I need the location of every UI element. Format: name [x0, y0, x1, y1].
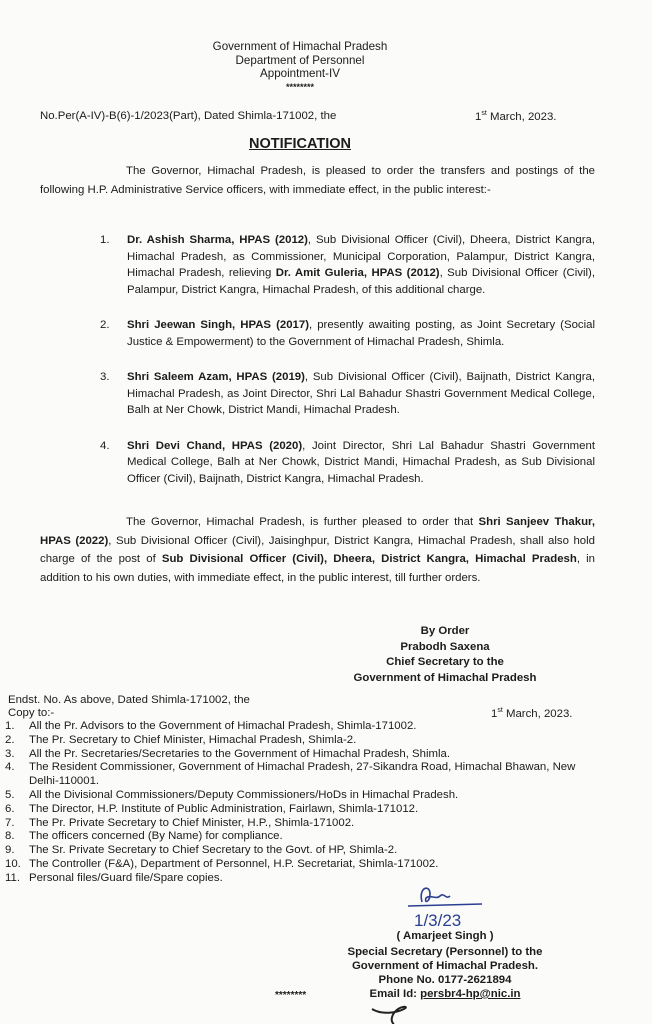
header-stars: ********	[285, 81, 315, 92]
item-number: 6.	[5, 802, 15, 815]
item-number: 2.	[5, 733, 15, 746]
intro-text: The Governor, Himachal Pradesh, is pleased to order the transfers and postings of the following H.P. Administrative Service officers, with immediate effect, in the public interest:-	[40, 165, 595, 196]
list-item	[5, 817, 605, 831]
date-day: 1	[475, 110, 482, 123]
endorsement-date	[491, 704, 572, 721]
date-suffix: st	[481, 110, 487, 117]
department-name: Department of Personnel	[235, 53, 365, 67]
item-number: 8.	[5, 830, 15, 843]
item-number: 4.	[5, 761, 15, 774]
email-link[interactable]: persbr4-hp@nic.in	[420, 988, 521, 1000]
recipient: All the Divisional Commissioners/Deputy Commissioners/HoDs in Himachal Pradesh.	[29, 788, 459, 801]
handwritten-date: 1/3/23	[414, 911, 462, 930]
item-number: 3.	[5, 747, 15, 760]
orders-list	[100, 232, 595, 506]
branch-name: Appointment-IV	[260, 67, 340, 80]
list-item	[5, 858, 605, 872]
list-item	[100, 438, 595, 488]
handwritten-signature	[400, 882, 490, 932]
recipient: The Resident Commissioner, Government of Himachal Pradesh, 27-Sikandra Road, Himachal Bhawan, New Delhi-110001.	[29, 761, 576, 788]
recipient: The Controller (F&A), Department of Personnel, H.P. Secretariat, Shimla-171002.	[29, 857, 439, 870]
recipient: All the Pr. Advisors to the Government of Himachal Pradesh, Shimla-171002.	[29, 720, 417, 732]
officer-name: Shri Jeewan Singh, HPAS (2017)	[127, 319, 309, 331]
officer-name: Dr. Ashish Sharma, HPAS (2012)	[127, 234, 308, 246]
list-item	[5, 720, 605, 734]
recipient: The Director, H.P. Institute of Public Administration, Fairlawn, Shimla-171012.	[29, 802, 419, 815]
item-number: 7.	[5, 816, 15, 829]
pen-mark	[370, 1005, 430, 1024]
date-day: 1	[491, 707, 498, 720]
reference-date	[475, 110, 556, 123]
list-item	[5, 830, 605, 844]
reference-line	[40, 110, 560, 122]
list-item	[5, 748, 605, 762]
recipient: Personal files/Guard file/Spare copies.	[29, 871, 223, 884]
list-item	[5, 844, 605, 858]
endorsement-number: Endst. No. As above, Dated Shimla-171002, the	[8, 694, 250, 706]
list-item	[5, 734, 605, 748]
item-number: 5.	[5, 788, 15, 801]
date-rest: March, 2023.	[486, 110, 557, 123]
signatory-office: Government of Himachal Pradesh.	[351, 960, 539, 972]
item-number: 1.	[100, 234, 110, 246]
signatory-name: ( Amarjeet Singh )	[396, 930, 494, 942]
recipient: The Pr. Private Secretary to Chief Minister, H.P., Shimla-171002.	[29, 816, 355, 829]
recipient: The officers concerned (By Name) for compliance.	[29, 830, 283, 843]
officer-name: Shri Devi Chand, HPAS (2020)	[127, 439, 303, 452]
order-text: , Sub Divisional Officer (Civil), Jaisinghpur, District Kangra, Himachal Pradesh, shall also hold charge of the post of	[40, 534, 595, 565]
recipient: The Sr. Private Secretary to Chief Secretary to the Govt. of HP, Shimla-2.	[29, 844, 398, 857]
item-number: 2.	[100, 319, 110, 331]
item-number: 10.	[5, 857, 21, 870]
item-number: 4.	[100, 439, 110, 452]
recipient: The Pr. Secretary to Chief Minister, Himachal Pradesh, Shimla-2.	[29, 733, 357, 746]
item-number: 3.	[100, 371, 110, 383]
list-item	[100, 369, 595, 419]
post-name: Sub Divisional Officer (Civil), Dheera, District Kangra, Himachal Pradesh	[161, 553, 577, 565]
endorsement-line	[8, 694, 608, 720]
list-item	[100, 232, 595, 298]
list-item	[100, 317, 595, 350]
order-text: The Governor, Himachal Pradesh, is further pleased to order that	[126, 516, 479, 528]
by-order-block	[340, 624, 550, 686]
list-item	[5, 761, 605, 789]
order-text: , Joint Director, Shri Lal Bahadur Shastri Government Medical College, Balh at Ner Chowk, District Mandi, Himachal Pradesh, as Sub Divisional Officer (Civil), Baijnath, District Kangra, Himachal Pradesh.	[127, 439, 596, 485]
order-text: , Sub Divisional Officer (Civil), Baijnath, District Kangra, Himachal Pradesh, as Joint Director, Shri Lal Bahadur Shastri Government Medical College, Balh at Ner Chowk, District Mandi, Himachal Pradesh.	[127, 371, 595, 416]
email-label: Email Id:	[369, 988, 421, 1000]
email-line	[325, 987, 565, 1001]
item-number: 11.	[5, 871, 20, 884]
letterhead	[0, 40, 600, 94]
further-order-paragraph	[40, 513, 595, 587]
signatory-office: Government of Himachal Pradesh	[353, 671, 537, 684]
footer-stars: ********	[275, 990, 307, 1001]
signatory-designation: Chief Secretary to the	[386, 656, 504, 668]
by-order-label: By Order	[420, 625, 470, 637]
page-title: NOTIFICATION	[248, 136, 352, 152]
officer-name: Shri Saleem Azam, HPAS (2019)	[127, 371, 305, 383]
recipient: All the Pr. Secretaries/Secretaries to the Government of Himachal Pradesh, Shimla.	[29, 747, 451, 760]
list-item	[5, 803, 605, 817]
officer-name: Shri Sanjeev Thakur, HPAS (2022)	[40, 516, 595, 547]
list-item	[5, 872, 605, 886]
date-rest: March, 2023.	[502, 707, 573, 720]
signatory-designation: Special Secretary (Personnel) to the	[347, 946, 543, 958]
intro-paragraph	[40, 162, 595, 199]
government-name: Government of Himachal Pradesh	[212, 40, 388, 53]
item-number: 1.	[5, 720, 15, 732]
order-text: , presently awaiting posting, as Joint Secretary (Social Justice & Empowerment) to the Government of Himachal Pradesh, Shimla.	[127, 319, 595, 348]
signature-block	[325, 928, 565, 1001]
list-item	[5, 789, 605, 803]
copy-to-label: Copy to:-	[8, 707, 55, 719]
reference-number: No.Per(A-IV)-B(6)-1/2023(Part), Dated Shimla-171002, the	[40, 110, 337, 122]
phone-number: Phone No. 0177-2621894	[378, 974, 512, 986]
item-number: 9.	[5, 844, 15, 857]
signatory-name: Prabodh Saxena	[400, 640, 490, 653]
date-suffix: st	[497, 707, 503, 714]
order-text: , Sub Divisional Officer (Civil), Dheera, District Kangra, Himachal Pradesh, as Commissioner, Municipal Corporation, Palampur, District Kangra, Himachal Pradesh, relieving	[127, 234, 595, 279]
order-text: , in addition to his own duties, with immediate effect, in the public interest, till further orders.	[40, 553, 595, 584]
copy-list	[5, 720, 605, 886]
officer-name: Dr. Amit Guleria, HPAS (2012)	[275, 267, 440, 279]
order-text: , Sub Divisional Officer (Civil), Palampur, District Kangra, Himachal Pradesh, of this additional charge.	[127, 267, 596, 296]
